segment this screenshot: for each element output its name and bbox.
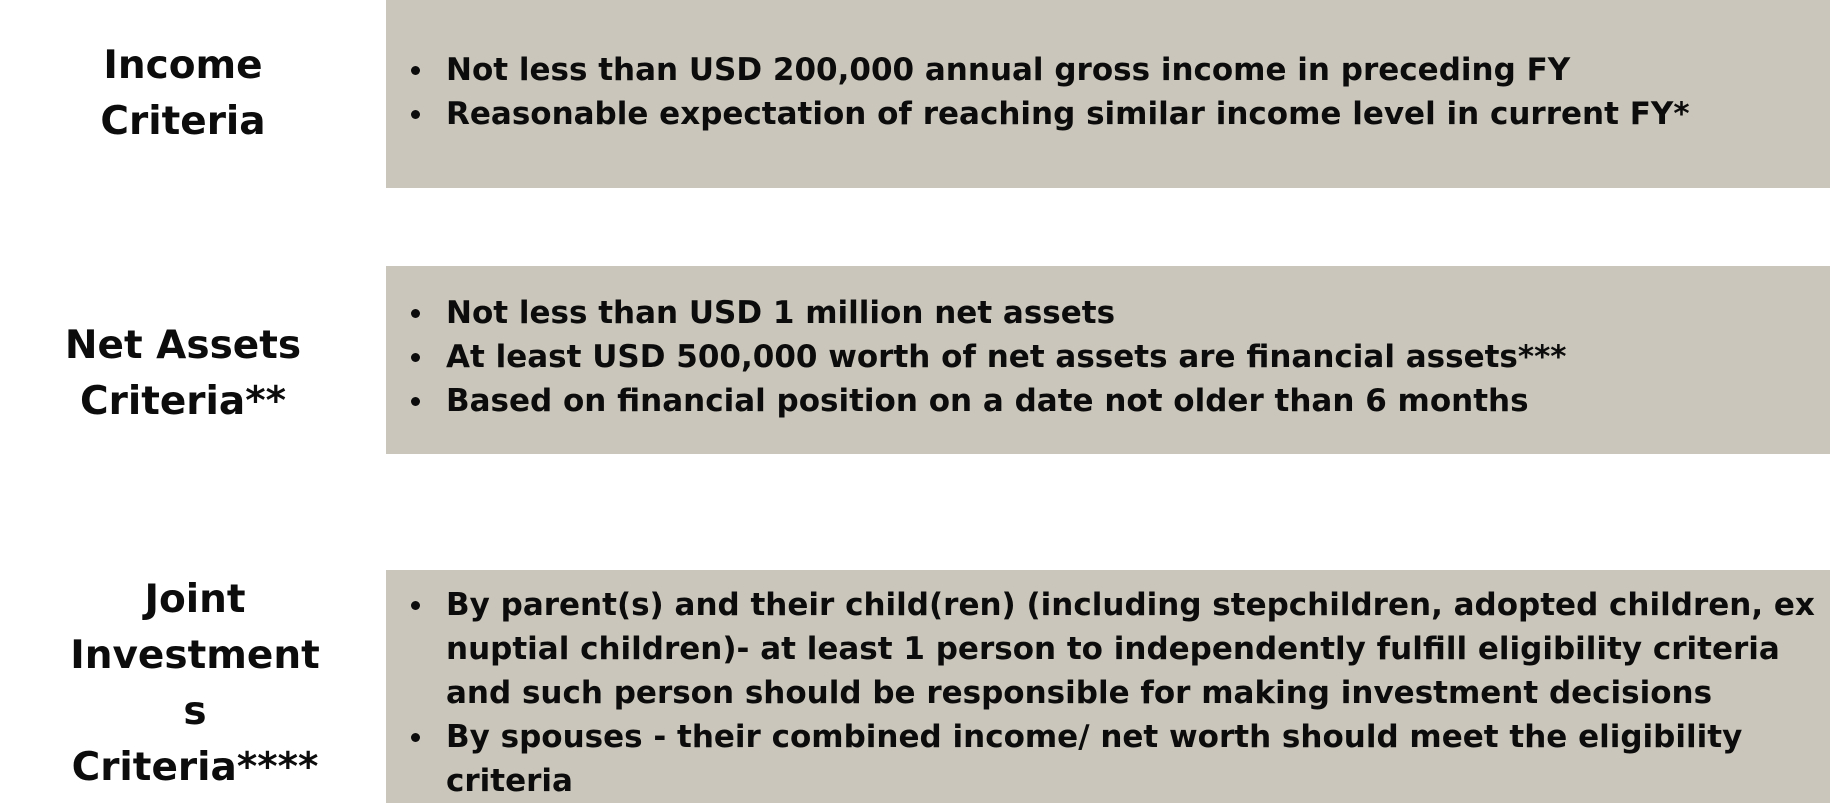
net-assets-criteria-panel (386, 266, 1830, 454)
list-item: Based on financial position on a date not older than 6 months (446, 379, 1830, 423)
income-criteria-list (386, 48, 1830, 136)
list-item: By spouses - their combined income/ net worth should meet the eligibility criteria (446, 715, 1830, 803)
list-item: Not less than USD 200,000 annual gross income in preceding FY (446, 48, 1830, 92)
list-item: Reasonable expectation of reaching similar income level in current FY* (446, 92, 1830, 136)
net-assets-criteria-label: Net Assets Criteria** (64, 323, 302, 424)
list-item: By parent(s) and their child(ren) (including stepchildren, adopted children, ex nuptial children)- at least 1 person to independently fulfill eligibility criteria and such person should be responsible for making investment decisions (446, 583, 1830, 715)
income-criteria-panel (386, 0, 1830, 188)
income-criteria-label: Income Criteria (100, 43, 266, 144)
list-item: At least USD 500,000 worth of net assets are financial assets*** (446, 335, 1830, 379)
list-item: Not less than USD 1 million net assets (446, 291, 1830, 335)
joint-investments-criteria-label: Joint Investment s Criteria**** (70, 577, 320, 790)
net-assets-criteria-list (386, 291, 1830, 423)
joint-investments-criteria-list (386, 583, 1830, 803)
joint-investments-criteria-panel (386, 570, 1830, 803)
